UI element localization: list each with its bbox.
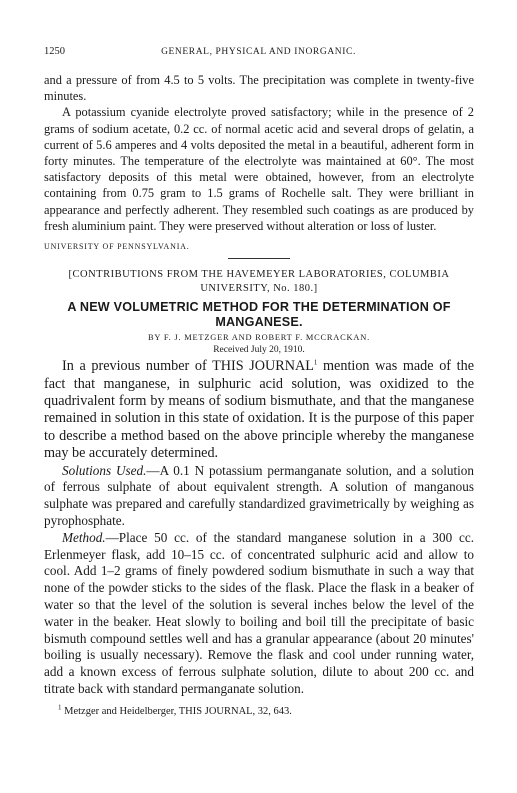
affiliation: UNIVERSITY OF PENNSYLVANIA. bbox=[44, 242, 190, 252]
footnote-ref: 1 bbox=[313, 358, 318, 367]
solutions-paragraph bbox=[44, 463, 474, 530]
contribution-note: [CONTRIBUTIONS FROM THE HAVEMEYER LABORATORIES, COLUMBIA UNIVERSITY, No. 180.] bbox=[68, 269, 450, 295]
method-text: —Place 50 cc. of the standard manganese solution in a 300 cc. Erlenmeyer flask, add 10–15 cc. of concentrated sulphuric acid and allow to cool. Add 1–2 grams of finely powdered sodium bismuthate in such a way that none of the powder sticks to the sides of the flask. Place the flask in a beaker of water so that the level of the solution is several inches below the level of the water in the beaker. Heat slowly to boiling and boil till the precipitate of basic bismuth compound settles well and has a granular appearance (about 20 minutes' boiling is usually necessary). Remove the flask and cool under running water, add a known excess of ferrous sulphate solution, dilute to about 200 cc. and titrate back with standard permanganate solution. bbox=[44, 529, 474, 697]
running-title: GENERAL, PHYSICAL AND INORGANIC. bbox=[161, 47, 356, 57]
prev-article-paragraph-1: and a pressure of from 4.5 to 5 volts. The precipitation was complete in twenty-five minutes. bbox=[44, 73, 474, 104]
footnote-marker: 1 bbox=[58, 703, 62, 712]
article-title: A NEW VOLUMETRIC METHOD FOR THE DETERMINATION OF MANGANESE. bbox=[67, 300, 451, 330]
article-byline: BY F. J. METZGER AND ROBERT F. MCCRACKAN. bbox=[148, 333, 370, 343]
page-header bbox=[44, 46, 473, 57]
page-number: 1250 bbox=[44, 46, 65, 57]
method-heading: Method. bbox=[62, 529, 106, 545]
solutions-heading: Solutions Used. bbox=[62, 462, 147, 478]
page-body bbox=[44, 72, 474, 720]
intro-text-b: mention was made of the fact that manganese, in sulphuric acid solution, was oxidized to the quadrivalent form by means of sodium bismuthate, and that the manganese remained in solution in this state of oxidation. It is the purpose of this paper to describe a method based on the above principle whereby the manganese may be accurately determined. bbox=[44, 358, 474, 462]
method-paragraph bbox=[44, 530, 474, 698]
solutions-text: —A 0.1 N potassium permanganate solution, and a solution of ferrous sulphate of about equivalent strength. A solution of manganous sulphate was prepared and carefully standardized gravimetrically by weighing as pyrophosphate. bbox=[44, 462, 474, 529]
received-date: Received July 20, 1910. bbox=[213, 345, 305, 356]
section-divider bbox=[228, 258, 290, 259]
intro-text-a: In a previous number of THIS JOURNAL bbox=[62, 358, 314, 375]
footnote-text: Metzger and Heidelberger, THIS JOURNAL, 32, 643. bbox=[61, 705, 292, 717]
intro-paragraph bbox=[44, 358, 474, 462]
footnote bbox=[44, 704, 474, 720]
prev-article-paragraph-2: A potassium cyanide electrolyte proved satisfactory; while in the presence of 2 grams of sodium acetate, 0.2 cc. of normal acetic acid and several drops of gelatin, a current of 5.6 amperes and 4 volts deposited the metal in a beautiful, adherent form in forty minutes. The temperature of the electrolyte was maintained at 60°. The most satisfactory deposits of this metal were obtained, however, from an electrolyte containing from 0.75 gram to 1.5 grams of Rochelle salt. They were brilliant in appearance and perfectly adherent. They resembled such coatings as are produced by fresh aluminium paint. They were preserved without alteration or loss of luster. bbox=[44, 105, 474, 233]
